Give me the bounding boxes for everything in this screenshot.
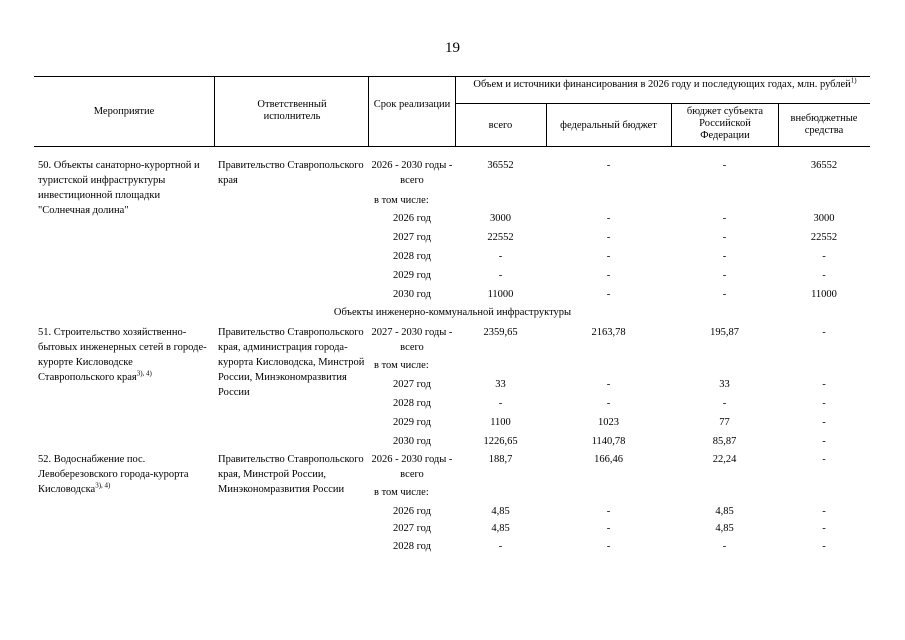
cell-extra: 22552	[810, 232, 838, 243]
period-total-50: 2026 - 2030 годы - всего	[371, 160, 453, 186]
cell-regional: -	[722, 251, 727, 262]
period-year: 2026 год	[393, 213, 431, 224]
cell-regional: -	[722, 213, 727, 224]
period-total-51: 2027 - 2030 годы - всего	[371, 327, 453, 353]
period-year: 2030 год	[393, 436, 431, 447]
cell-regional: 33	[719, 379, 730, 390]
header-regional: бюджет субъекта Российской Федерации	[686, 106, 764, 141]
event-52: 52. Водоснабжение пос. Левоберезовского города-курорта Кисловодска$^{3), 4)}$	[38, 454, 189, 495]
cell-federal: -	[606, 523, 611, 534]
cell-extra: -	[822, 436, 826, 447]
cell-total: 4,85	[491, 523, 510, 534]
cell-extra: 11000	[811, 289, 837, 300]
cell-extra: -	[822, 506, 826, 517]
cell-extra: -	[822, 523, 826, 534]
page-number: 19	[445, 40, 460, 56]
cell-federal: -	[606, 289, 611, 300]
period-year: 2026 год	[393, 506, 431, 517]
cell-total: 36552	[487, 160, 514, 171]
cell-federal: -	[606, 213, 611, 224]
cell-federal: -	[606, 506, 611, 517]
executor-50: Правительство Ставропольского края	[218, 160, 364, 186]
cell-total: -	[498, 270, 503, 281]
cell-extra: 36552	[810, 160, 838, 171]
executor-52: Правительство Ставропольского края, Минстрой России, Минэкономразвития России	[218, 454, 364, 495]
cell-federal: 2163,78	[591, 327, 626, 338]
cell-regional: 4,85	[715, 506, 734, 517]
cell-extra: -	[822, 379, 826, 390]
period-year: 2028 год	[393, 541, 431, 552]
cell-federal: -	[606, 160, 611, 171]
cell-extra: -	[822, 327, 826, 338]
cell-regional: 77	[719, 417, 730, 428]
cell-total: -	[498, 398, 503, 409]
cell-total: 3000	[490, 213, 511, 224]
cell-regional: -	[722, 541, 727, 552]
header-divider	[455, 76, 456, 146]
cell-regional: -	[722, 270, 727, 281]
cell-total: 11000	[487, 289, 514, 300]
period-year: 2027 год	[393, 523, 431, 534]
period-year: 2027 год	[393, 379, 431, 390]
cell-regional: 22,24	[712, 454, 737, 465]
header-period: Срок реализации	[373, 99, 451, 110]
cell-total: 1100	[490, 417, 511, 428]
cell-federal: -	[606, 232, 611, 243]
cell-total: -	[498, 541, 503, 552]
cell-extra: -	[822, 270, 826, 281]
cell-regional: -	[722, 160, 727, 171]
cell-extra: -	[822, 454, 826, 465]
header-event: Мероприятие	[93, 106, 155, 117]
cell-extra: -	[822, 541, 826, 552]
cell-total: 4,85	[491, 506, 510, 517]
header-bottom-border	[34, 146, 870, 147]
cell-extra: -	[822, 398, 826, 409]
cell-extra: 3000	[813, 213, 835, 224]
header-federal: федеральный бюджет	[560, 120, 657, 131]
cell-extra: -	[822, 251, 826, 262]
period-year: 2028 год	[393, 398, 431, 409]
cell-federal: -	[606, 541, 611, 552]
cell-federal: 1140,78	[591, 436, 626, 447]
period-total-52: 2026 - 2030 годы - всего	[371, 454, 453, 480]
cell-total: -	[498, 251, 503, 262]
cell-federal: -	[606, 398, 611, 409]
header-total: всего	[488, 120, 513, 131]
cell-total: 22552	[487, 232, 514, 243]
cell-federal: -	[606, 379, 611, 390]
header-subdivider	[455, 103, 870, 104]
cell-federal: 166,46	[594, 454, 623, 465]
including-label: в том числе:	[374, 487, 429, 498]
header-executor: Ответственный исполнитель	[257, 99, 327, 122]
including-label: в том числе:	[374, 195, 429, 206]
cell-federal: 1023	[598, 417, 619, 428]
table-top-border	[34, 76, 870, 77]
cell-total: 2359,65	[483, 327, 518, 338]
header-extra: внебюджетные средства	[790, 113, 858, 136]
including-label: в том числе:	[374, 360, 429, 371]
cell-federal: -	[606, 251, 611, 262]
period-year: 2029 год	[393, 417, 431, 428]
cell-regional: -	[722, 398, 727, 409]
cell-total: 33	[495, 379, 506, 390]
header-divider	[778, 103, 779, 146]
event-50: 50. Объекты санаторно-курортной и туристской инфраструктуры инвестиционной площадки "Солнечная долина"	[38, 160, 200, 216]
period-year: 2029 год	[393, 270, 431, 281]
header-financing: Объем и источники финансирования в 2026 году и последующих годах, млн. рублей$^{1)}$	[473, 76, 857, 90]
section-title: Объекты инженерно-коммунальной инфраструктуры	[333, 307, 572, 318]
period-year: 2027 год	[393, 232, 431, 243]
header-divider	[671, 103, 672, 146]
cell-total: 1226,65	[483, 436, 518, 447]
cell-regional: 4,85	[715, 523, 734, 534]
header-divider	[214, 76, 215, 146]
header-divider	[368, 76, 369, 146]
executor-51: Правительство Ставропольского края, администрация города-курорта Кисловодска, Минстрой России, Минэкономразвития России	[218, 327, 365, 398]
cell-extra: -	[822, 417, 826, 428]
cell-regional: 195,87	[710, 327, 739, 338]
cell-regional: -	[722, 289, 727, 300]
period-year: 2030 год	[393, 289, 431, 300]
cell-total: 188,7	[488, 454, 513, 465]
cell-regional: -	[722, 232, 727, 243]
cell-federal: -	[606, 270, 611, 281]
cell-regional: 85,87	[712, 436, 737, 447]
period-year: 2028 год	[393, 251, 431, 262]
event-51: 51. Строительство хозяйственно-бытовых инженерных сетей в городе-курорте Кисловодске Ставропольского края$^{3), 4)}$	[38, 327, 207, 383]
